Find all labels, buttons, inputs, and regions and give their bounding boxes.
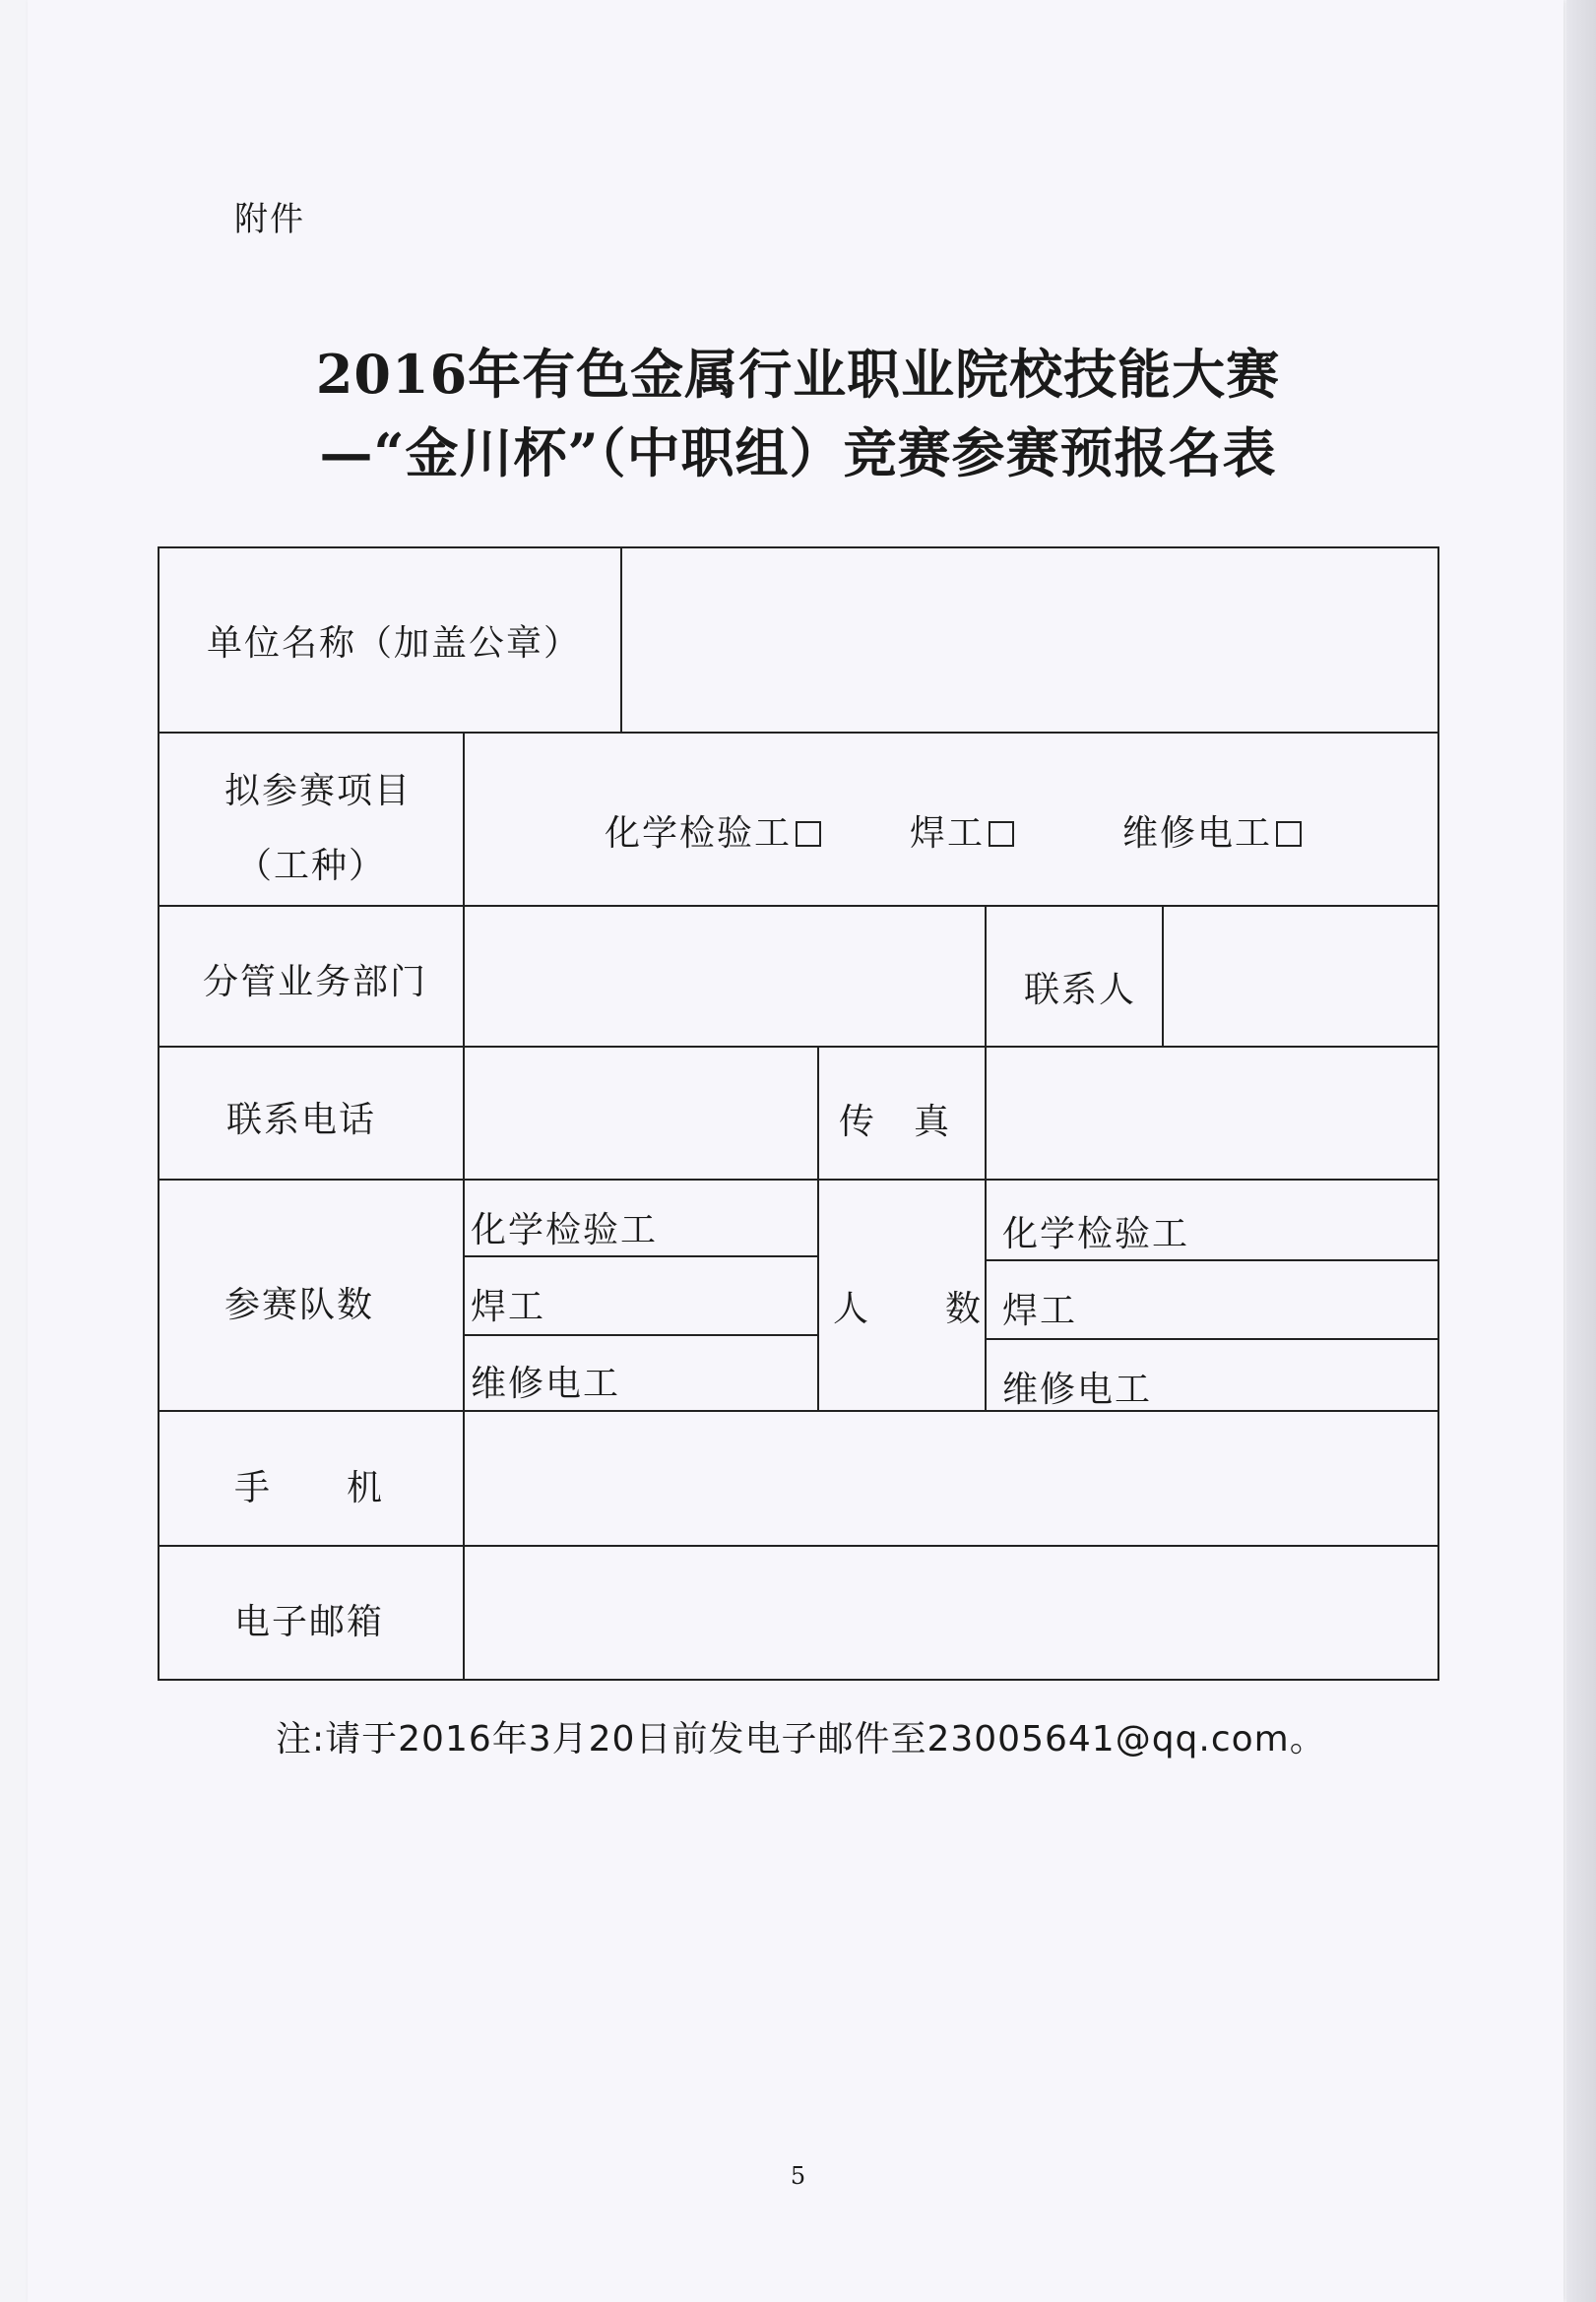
unit-name-field[interactable] — [622, 548, 1437, 732]
teams-label: 参赛队数 — [224, 1285, 375, 1325]
title-line-1: 2016年有色金属行业职业院校技能大赛 — [315, 343, 1281, 406]
contact-person-label: 联系人 — [1024, 970, 1137, 1010]
team-row-welder: 焊工 — [471, 1287, 546, 1327]
team-row-electrician: 维修电工 — [471, 1364, 621, 1404]
people-row-chemical: 化学检验工 — [1002, 1214, 1190, 1254]
attachment-label: 附件 — [234, 200, 305, 239]
submission-note: 注:请于2016年3月20日前发电子邮件至23005641@qq.com。 — [276, 1719, 1326, 1759]
contact-person-field[interactable] — [1164, 907, 1437, 1046]
title-line-2: —“金川杯”（中职组）竞赛参赛预报名表 — [319, 421, 1277, 484]
phone-field[interactable] — [465, 1048, 817, 1179]
option-label: 化学检验工 — [605, 813, 793, 854]
fax-field[interactable] — [987, 1048, 1437, 1179]
department-label: 分管业务部门 — [203, 962, 428, 1002]
option-label: 焊工 — [910, 813, 986, 854]
col-divider — [817, 1046, 819, 1410]
registration-form — [158, 546, 1439, 1681]
team-row-chemical: 化学检验工 — [471, 1210, 659, 1250]
sub-row-divider — [463, 1334, 817, 1336]
phone-label: 联系电话 — [226, 1100, 377, 1140]
row-divider — [160, 732, 1437, 734]
unit-name-label: 单位名称（加盖公章） — [207, 623, 582, 664]
sub-row-divider — [985, 1259, 1437, 1261]
page-number: 5 — [790, 2162, 806, 2190]
people-row-electrician: 维修电工 — [1002, 1370, 1153, 1410]
people-label: 人 数 — [833, 1289, 984, 1329]
people-row-welder: 焊工 — [1002, 1291, 1078, 1331]
option-welder[interactable] — [910, 805, 1014, 856]
email-field[interactable] — [465, 1547, 1437, 1679]
option-electrician[interactable] — [1122, 805, 1302, 856]
checkbox-chemical-inspector[interactable] — [796, 821, 821, 847]
fax-label: 传 真 — [839, 1102, 952, 1142]
project-label: 拟参赛项目 — [224, 771, 413, 811]
checkbox-welder[interactable] — [989, 821, 1014, 847]
mobile-label: 手 机 — [234, 1468, 385, 1508]
option-chemical-inspector[interactable] — [605, 805, 821, 856]
option-label: 维修电工 — [1122, 813, 1273, 854]
mobile-field[interactable] — [465, 1412, 1437, 1545]
row-divider — [160, 1179, 1437, 1181]
email-label: 电子邮箱 — [234, 1602, 385, 1642]
sub-row-divider — [463, 1255, 817, 1257]
sub-row-divider — [985, 1338, 1437, 1340]
project-label-sub: （工种） — [236, 846, 387, 886]
checkbox-electrician[interactable] — [1276, 821, 1302, 847]
department-field[interactable] — [465, 907, 985, 1046]
